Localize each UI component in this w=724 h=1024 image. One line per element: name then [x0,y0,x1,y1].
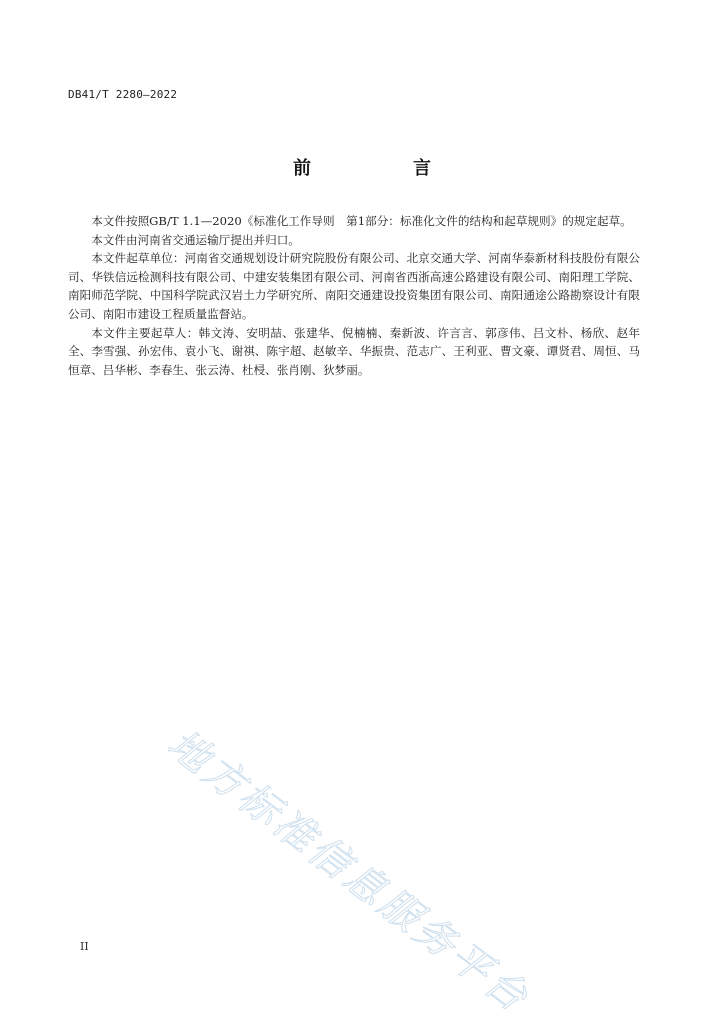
document-code: DB41/T 2280—2022 [68,88,178,101]
paragraph-proposer: 本文件由河南省交通运输厅提出并归口。 [91,232,300,247]
page-number: II [80,940,89,953]
watermark-text: 地方标准信息服务平台 [159,720,539,1023]
paragraph-drafting-units: 本文件起草单位：河南省交通规划设计研究院股份有限公司、北京交通大学、河南华泰新材科技股份有限公司、华铁信远检测科技有限公司、中建安装集团有限公司、河南省西浙高速公路建设有限公司、南阳理工学院、南阳师范学院、中国科学院武汉岩土力学研究所、南阳交通建设投资集团有限公司、南阳通途公路勘察设计有限公司、南阳市建设工程质量监督站。 [68,251,640,321]
page-title: 前 言 [293,158,473,179]
paragraph-drafting-rules: 本文件按照GB/T 1.1—2020《标准化工作导则 第1部分：标准化文件的结构和起草规则》的规定起草。 [91,214,632,228]
foreword-body [68,212,640,379]
paragraph-drafters: 本文件主要起草人：韩文涛、安明喆、张建华、倪楠楠、秦新波、许言言、郭彦伟、吕文朴、杨欣、赵年全、李雪强、孙宏伟、袁小飞、谢祺、陈宇超、赵敏辛、华振贵、范志广、王利亚、曹文豪、谭贤君、周恒、马恒章、吕华彬、李春生、张云涛、杜梫、张肖刚、狄梦丽。 [68,325,640,377]
